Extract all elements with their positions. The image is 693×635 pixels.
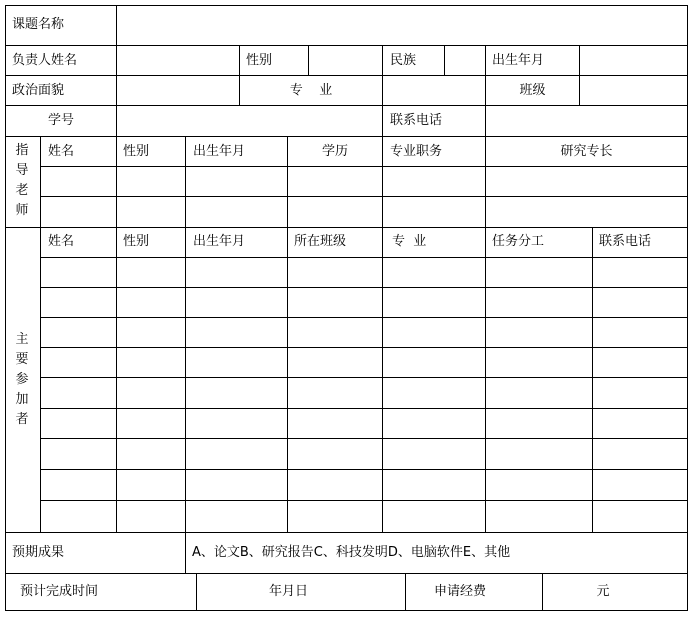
participant-cell[interactable] [383,318,485,347]
contact-label: 联系电话 [390,113,443,128]
gender-field[interactable] [309,46,382,75]
advisor-cell[interactable] [41,167,116,196]
participant-cell[interactable] [117,318,185,347]
participant-cell[interactable] [593,348,687,377]
participant-cell[interactable] [486,439,592,469]
participant-cell[interactable] [117,470,185,500]
advisor-cell[interactable] [186,167,287,196]
advisor-cell[interactable] [288,167,382,196]
participant-header-class: 所在班级 [294,234,347,249]
political-label: 政治面貌 [12,83,65,98]
participant-cell[interactable] [288,470,382,500]
advisor-header-birth: 出生年月 [193,144,246,159]
participant-cell[interactable] [41,318,116,347]
participant-cell[interactable] [593,288,687,317]
border-left [5,5,6,611]
advisor-header-education: 学历 [321,144,348,159]
participant-cell[interactable] [288,348,382,377]
participants-section-label: 主要参加者 [15,332,29,427]
participant-header-task: 任务分工 [492,234,545,249]
participant-cell[interactable] [117,348,185,377]
participant-cell[interactable] [593,439,687,469]
political-field[interactable] [117,76,239,105]
row-line [5,532,688,533]
participant-cell[interactable] [288,439,382,469]
advisor-cell[interactable] [288,197,382,227]
participant-cell[interactable] [486,501,592,532]
major-field[interactable] [383,76,485,105]
topic-name-label: 课题名称 [12,17,65,32]
participant-cell[interactable] [593,470,687,500]
student-id-field[interactable] [117,106,382,136]
participant-cell[interactable] [117,288,185,317]
funding-unit: 元 [596,584,610,599]
participant-cell[interactable] [186,409,287,438]
participant-cell[interactable] [41,439,116,469]
class-label: 班级 [519,83,546,98]
participant-cell[interactable] [186,348,287,377]
participant-cell[interactable] [186,378,287,408]
participant-cell[interactable] [41,501,116,532]
advisor-cell[interactable] [186,197,287,227]
participant-cell[interactable] [383,439,485,469]
participant-cell[interactable] [41,288,116,317]
participant-cell[interactable] [383,258,485,287]
outcome-options: A、论文B、研究报告C、科技发明D、电脑软件E、其他 [192,545,511,560]
participant-cell[interactable] [383,378,485,408]
border-right [687,5,688,611]
funding-label: 申请经费 [434,584,487,599]
participant-cell[interactable] [383,409,485,438]
participant-cell[interactable] [383,501,485,532]
advisor-cell[interactable] [383,167,485,196]
completion-label: 预计完成时间 [20,584,99,599]
ethnicity-field[interactable] [445,46,485,75]
participant-cell[interactable] [593,409,687,438]
row-line [5,227,688,228]
participant-cell[interactable] [486,318,592,347]
leader-name-field[interactable] [117,46,239,75]
completion-date-text: 年月日 [268,584,308,599]
participant-cell[interactable] [593,378,687,408]
advisor-cell[interactable] [117,197,185,227]
participant-cell[interactable] [288,258,382,287]
participant-cell[interactable] [186,258,287,287]
advisors-section-label: 指导老师 [15,143,29,218]
advisor-cell[interactable] [117,167,185,196]
participant-cell[interactable] [383,348,485,377]
advisor-header-title: 专业职务 [390,144,443,159]
participant-cell[interactable] [486,470,592,500]
participant-cell[interactable] [486,258,592,287]
participant-cell[interactable] [186,288,287,317]
participant-cell[interactable] [486,288,592,317]
participant-cell[interactable] [41,378,116,408]
participant-cell[interactable] [288,409,382,438]
participant-cell[interactable] [593,318,687,347]
participant-cell[interactable] [288,288,382,317]
participant-cell[interactable] [117,501,185,532]
advisor-cell[interactable] [383,197,485,227]
participant-header-major: 专 业 [392,234,427,249]
participant-cell[interactable] [486,409,592,438]
participant-cell[interactable] [186,439,287,469]
participant-cell[interactable] [41,348,116,377]
participant-cell[interactable] [288,318,382,347]
birth-field[interactable] [580,46,687,75]
leader-name-label: 负责人姓名 [12,53,78,68]
participant-cell[interactable] [186,470,287,500]
participant-header-contact: 联系电话 [599,234,652,249]
participant-cell[interactable] [41,258,116,287]
participant-cell[interactable] [383,288,485,317]
participant-header-gender: 性别 [123,234,150,249]
participant-cell[interactable] [186,318,287,347]
participant-cell[interactable] [486,348,592,377]
col-line [405,573,406,611]
birth-label: 出生年月 [492,53,545,68]
advisor-header-name: 姓名 [48,144,75,159]
advisor-cell[interactable] [41,197,116,227]
advisor-header-gender: 性别 [123,144,150,159]
advisor-cell[interactable] [486,197,687,227]
outcome-blank-field[interactable] [117,533,185,573]
participant-header-name: 姓名 [48,234,75,249]
participant-cell[interactable] [117,409,185,438]
participant-cell[interactable] [117,258,185,287]
ethnicity-label: 民族 [390,53,417,68]
participant-cell[interactable] [486,378,592,408]
contact-field[interactable] [486,106,687,136]
advisor-cell[interactable] [486,167,687,196]
participant-cell[interactable] [593,501,687,532]
participant-cell[interactable] [593,258,687,287]
border-bottom [5,610,688,611]
participant-cell[interactable] [117,439,185,469]
row-line [5,136,688,137]
participant-cell[interactable] [288,378,382,408]
participant-cell[interactable] [186,501,287,532]
student-id-label: 学号 [48,113,75,128]
participant-cell[interactable] [288,501,382,532]
class-field[interactable] [580,76,687,105]
participant-cell[interactable] [41,409,116,438]
participant-cell[interactable] [383,470,485,500]
participant-header-birth: 出生年月 [193,234,246,249]
participant-cell[interactable] [41,470,116,500]
outcome-label: 预期成果 [12,545,65,560]
major-label: 专 业 [289,83,333,98]
participant-cell[interactable] [117,378,185,408]
gender-label: 性别 [246,53,273,68]
advisor-header-expertise: 研究专长 [560,144,613,159]
topic-name-field[interactable] [117,6,687,45]
